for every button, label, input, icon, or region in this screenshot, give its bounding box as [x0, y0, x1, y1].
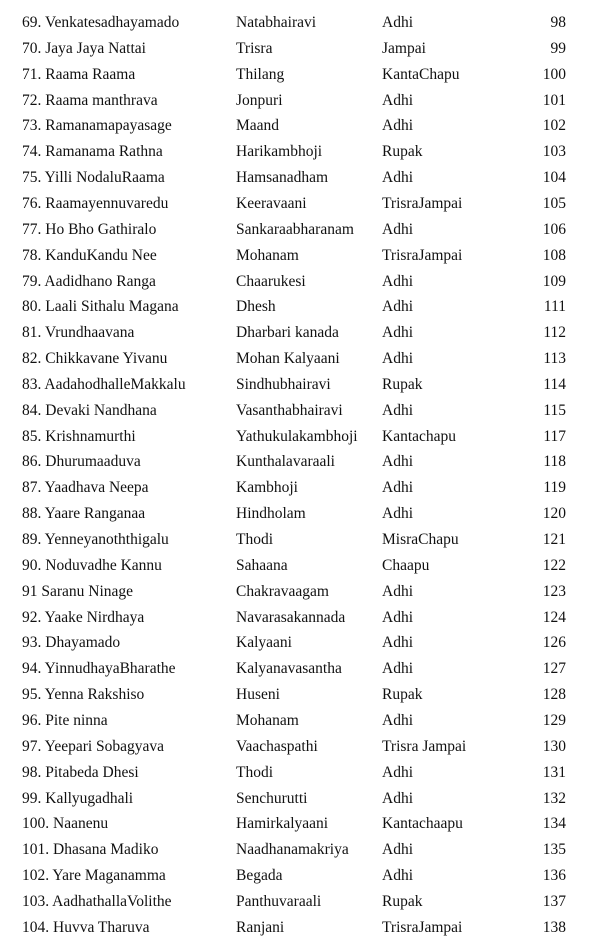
tala-name: Adhi [382, 660, 413, 678]
song-title: 87. Yaadhava Neepa [22, 479, 149, 497]
page-number: 122 [542, 556, 566, 574]
song-title: 71. Raama Raama [22, 65, 136, 83]
song-row [0, 269, 600, 295]
page-number: 100 [542, 65, 566, 83]
tala-name: MisraChapu [382, 531, 459, 548]
song-row [0, 605, 600, 631]
tala-name: Adhi [382, 272, 413, 290]
song-title: 85. Krishnamurthi [22, 427, 136, 445]
tala-name: Adhi [382, 763, 413, 781]
song-row [0, 708, 600, 734]
tala-name: Adhi [382, 479, 413, 497]
song-row [0, 398, 600, 424]
page-number: 119 [543, 479, 566, 497]
page-number: 118 [543, 453, 566, 471]
tala-name: TrisraJampai [382, 246, 463, 264]
tala-name: Adhi [382, 169, 413, 187]
song-title: 70. Jaya Jaya Nattai [22, 39, 146, 57]
page-number: 135 [542, 841, 566, 859]
song-title: 103. AadhathallaVolithe [22, 892, 172, 910]
raga-name: Kalyanavasantha [236, 660, 342, 678]
tala-name: Adhi [382, 117, 413, 135]
song-title: 75. Yilli NodaluRaama [22, 169, 165, 187]
raga-name: Kambhoji [236, 479, 298, 497]
song-title: 76. Raamayennuvaredu [22, 194, 169, 212]
page-number: 132 [542, 789, 566, 807]
tala-name: Adhi [382, 711, 413, 729]
song-row [0, 372, 600, 398]
raga-name: Yathukulakambhoji [236, 427, 358, 445]
song-title: 72. Raama manthrava [22, 91, 158, 109]
song-row [0, 113, 600, 139]
raga-name: Dharbari kanada [236, 324, 339, 342]
song-title: 74. Ramanama Rathna [22, 143, 163, 161]
tala-name: Rupak [382, 892, 423, 910]
raga-name: Hamirkalyaani [236, 815, 329, 833]
song-title: 96. Pite ninna [22, 711, 108, 729]
raga-name: Navarasakannada [236, 608, 346, 626]
song-row [0, 837, 600, 863]
page-number: 111 [543, 298, 566, 316]
song-row [0, 889, 600, 915]
song-title: 81. Vrundhaavana [22, 324, 135, 342]
song-title: 98. Pitabeda Dhesi [22, 763, 139, 781]
tala-name: TrisraJampai [382, 918, 463, 936]
raga-name: Vasanthabhairavi [236, 401, 343, 419]
song-title: 94. YinnudhayaBharathe [22, 660, 176, 678]
song-row [0, 217, 600, 243]
page-number: 121 [542, 531, 566, 548]
raga-name: Maand [236, 117, 280, 135]
song-title: 86. Dhurumaaduva [22, 453, 141, 471]
song-row [0, 863, 600, 889]
tala-name: Kantachaapu [382, 815, 463, 833]
tala-name: Adhi [382, 634, 413, 652]
song-title: 82. Chikkavane Yivanu [22, 350, 168, 368]
tala-name: Adhi [382, 14, 413, 31]
tala-name: Adhi [382, 505, 413, 523]
song-title: 100. Naanenu [22, 815, 109, 833]
raga-name: Hamsanadham [236, 169, 329, 187]
tala-name: Adhi [382, 582, 413, 600]
raga-name: Sindhubhairavi [236, 375, 331, 393]
raga-name: Harikambhoji [236, 143, 323, 161]
raga-name: Vaachaspathi [236, 737, 318, 755]
song-title: 104. Huvva Tharuva [22, 918, 150, 936]
raga-name: Natabhairavi [236, 14, 317, 31]
page-number: 101 [542, 91, 566, 109]
raga-name: Thilang [236, 65, 285, 83]
tala-name: Chaapu [382, 556, 430, 574]
song-title: 78. KanduKandu Nee [22, 246, 157, 264]
song-title: 83. AadahodhalleMakkalu [22, 375, 186, 393]
raga-name: Thodi [236, 763, 274, 781]
song-title: 80. Laali Sithalu Magana [22, 298, 179, 316]
page-number: 137 [542, 892, 566, 910]
song-title: 101. Dhasana Madiko [22, 841, 159, 859]
song-row [0, 449, 600, 475]
song-row [0, 88, 600, 114]
song-row [0, 10, 600, 36]
raga-name: Huseni [236, 686, 280, 704]
song-title: 73. Ramanamapayasage [22, 117, 172, 135]
song-row [0, 630, 600, 656]
page-number: 112 [543, 324, 566, 342]
raga-name: Dhesh [236, 298, 276, 316]
song-row [0, 579, 600, 605]
song-row [0, 915, 600, 941]
tala-name: Kantachapu [382, 427, 457, 445]
song-row [0, 346, 600, 372]
song-title: 89. Yenneyanoththigalu [22, 531, 169, 548]
tala-name: Adhi [382, 350, 413, 368]
tala-name: Trisra Jampai [382, 737, 467, 755]
tala-name: Rupak [382, 143, 423, 161]
page-number: 117 [543, 427, 566, 445]
song-row [0, 294, 600, 320]
song-row [0, 734, 600, 760]
song-title: 77. Ho Bho Gathiralo [22, 220, 157, 238]
raga-name: Thodi [236, 531, 274, 548]
tala-name: Adhi [382, 324, 413, 342]
raga-name: Chakravaagam [236, 582, 329, 600]
song-row [0, 527, 600, 553]
song-title: 93. Dhayamado [22, 634, 121, 652]
page-number: 123 [542, 582, 566, 600]
tala-name: KantaChapu [382, 65, 460, 83]
page-number: 99 [550, 39, 566, 57]
tala-name: Rupak [382, 686, 423, 704]
raga-name: Jonpuri [236, 91, 283, 109]
song-row [0, 191, 600, 217]
song-row [0, 501, 600, 527]
song-row [0, 475, 600, 501]
song-title: 91 Saranu Ninage [22, 582, 134, 600]
raga-name: Sankaraabharanam [236, 220, 354, 238]
song-row [0, 62, 600, 88]
page-number: 114 [543, 375, 566, 393]
raga-name: Kalyaani [236, 634, 292, 652]
song-row [0, 682, 600, 708]
tala-name: TrisraJampai [382, 194, 463, 212]
tala-name: Adhi [382, 789, 413, 807]
song-title: 102. Yare Maganamma [22, 867, 166, 885]
raga-name: Senchurutti [236, 789, 308, 807]
page-number: 128 [542, 686, 566, 704]
raga-name: Kunthalavaraali [236, 453, 335, 471]
raga-name: Keeravaani [236, 194, 307, 212]
song-title: 97. Yeepari Sobagyava [22, 737, 165, 755]
raga-name: Mohanam [236, 711, 299, 729]
song-row [0, 165, 600, 191]
raga-name: Mohan Kalyaani [236, 350, 340, 368]
page-number: 136 [542, 867, 566, 885]
tala-name: Adhi [382, 401, 413, 419]
raga-name: Sahaana [236, 556, 288, 574]
raga-name: Naadhanamakriya [236, 841, 349, 859]
page-number: 108 [542, 246, 566, 264]
song-title: 90. Noduvadhe Kannu [22, 556, 162, 574]
page-number: 109 [542, 272, 566, 290]
raga-name: Begada [236, 867, 283, 885]
tala-name: Adhi [382, 867, 413, 885]
song-row [0, 760, 600, 786]
song-title: 88. Yaare Ranganaa [22, 505, 146, 523]
raga-name: Chaarukesi [236, 272, 306, 290]
song-row [0, 36, 600, 62]
tala-name: Adhi [382, 841, 413, 859]
song-row [0, 786, 600, 812]
raga-name: Hindholam [236, 505, 306, 523]
song-row [0, 811, 600, 837]
tala-name: Adhi [382, 91, 413, 109]
song-row [0, 139, 600, 165]
page-number: 120 [542, 505, 566, 523]
tala-name: Adhi [382, 453, 413, 471]
song-row [0, 243, 600, 269]
page-number: 105 [542, 194, 566, 212]
song-row [0, 656, 600, 682]
raga-name: Trisra [236, 39, 273, 57]
page-number: 98 [550, 14, 566, 31]
song-title: 84. Devaki Nandhana [22, 401, 157, 419]
song-title: 79. Aadidhano Ranga [22, 272, 156, 290]
tala-name: Adhi [382, 608, 413, 626]
page-number: 134 [542, 815, 566, 833]
song-row [0, 320, 600, 346]
song-row [0, 424, 600, 450]
song-title: 92. Yaake Nirdhaya [22, 608, 145, 626]
page-number: 115 [543, 401, 566, 419]
page-number: 102 [542, 117, 566, 135]
raga-name: Panthuvaraali [236, 892, 322, 910]
raga-name: Ranjani [236, 918, 285, 936]
page-number: 106 [542, 220, 566, 238]
page-number: 104 [542, 169, 566, 187]
song-title: 99. Kallyugadhali [22, 789, 134, 807]
page-number: 124 [542, 608, 566, 626]
page-number: 131 [542, 763, 566, 781]
page-number: 103 [542, 143, 566, 161]
song-row [0, 553, 600, 579]
page-number: 130 [542, 737, 566, 755]
tala-name: Adhi [382, 298, 413, 316]
tala-name: Adhi [382, 220, 413, 238]
page-number: 113 [543, 350, 566, 368]
tala-name: Rupak [382, 375, 423, 393]
page-number: 127 [542, 660, 566, 678]
tala-name: Jampai [382, 39, 426, 57]
raga-name: Mohanam [236, 246, 299, 264]
song-title: 69. Venkatesadhayamado [22, 14, 180, 31]
page-number: 126 [542, 634, 566, 652]
song-title: 95. Yenna Rakshiso [22, 686, 145, 704]
page-number: 138 [542, 918, 566, 936]
page-number: 129 [542, 711, 566, 729]
